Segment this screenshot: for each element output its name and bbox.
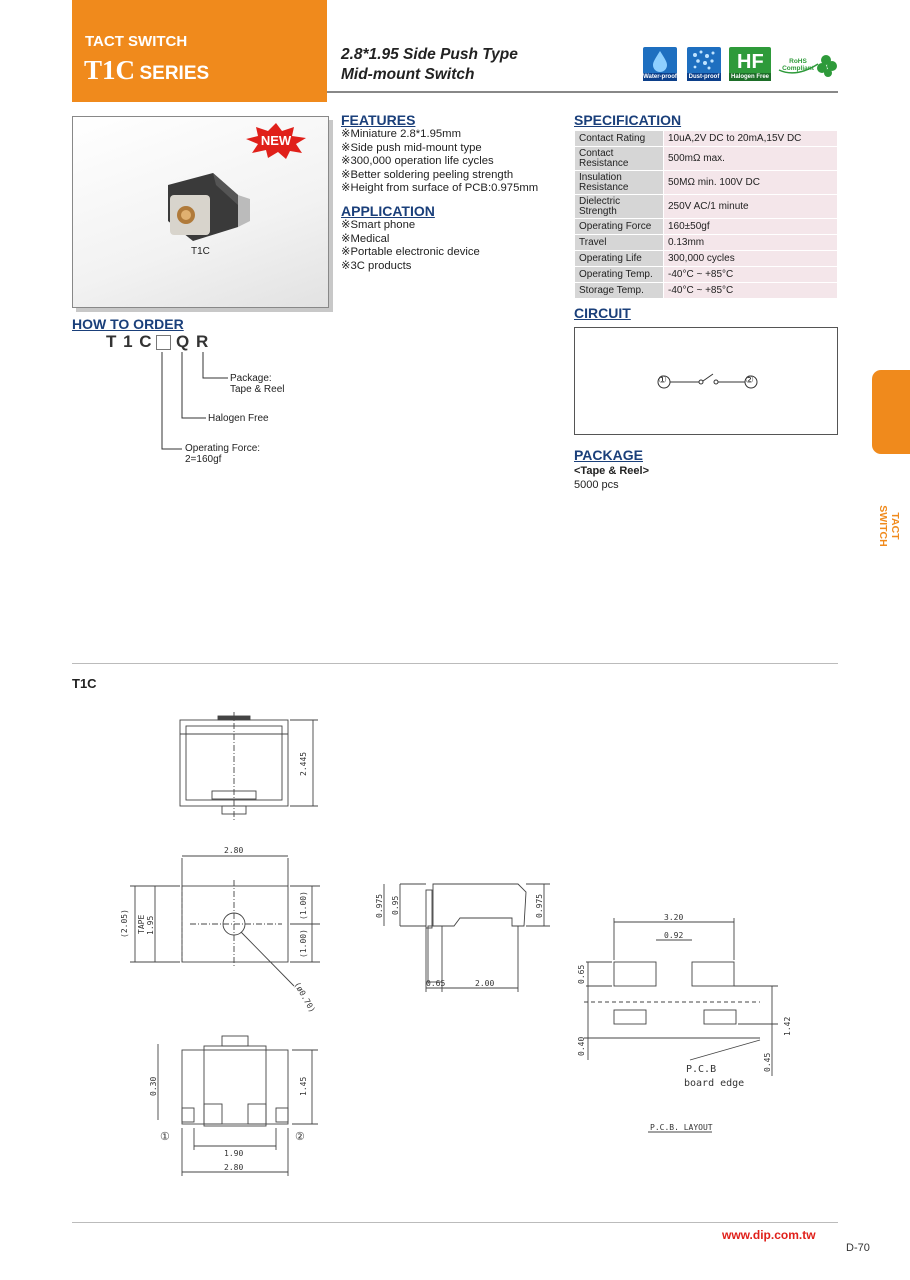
table-row xyxy=(575,171,838,195)
order-code-prefix: T 1 C xyxy=(106,332,153,351)
dim-top-height: 2.445 xyxy=(299,751,308,776)
order-force-value: 2=160gf xyxy=(185,454,222,465)
pcb-layout-label: P.C.B. LAYOUT xyxy=(650,1123,713,1132)
spec-value: 160±50gf xyxy=(664,219,838,235)
spec-value: -40°C ~ +85°C xyxy=(664,283,838,299)
page-number: D-70 xyxy=(846,1242,870,1254)
dim-pcb-045: 0.45 xyxy=(763,1052,772,1072)
features-title: FEATURES xyxy=(341,112,416,128)
water-proof-label: Water-proof xyxy=(643,74,677,80)
spec-value: 300,000 cycles xyxy=(664,251,838,267)
dust-proof-label: Dust-proof xyxy=(688,74,720,80)
dim-side-065: 0.65 xyxy=(426,979,446,988)
dim-width: 2.80 xyxy=(224,846,244,855)
hf-icon xyxy=(729,47,771,81)
subtitle-line2: Mid-mount Switch xyxy=(341,66,475,83)
bottom-pin2: ② xyxy=(295,1130,305,1143)
dim-side-095: 0.95 xyxy=(391,895,400,915)
order-package-value: Tape & Reel xyxy=(230,384,285,395)
dust-icon xyxy=(687,47,721,81)
dim-diam: (ø0.70) xyxy=(292,980,317,1015)
photo-caption: T1C xyxy=(191,246,210,257)
drawing-title: T1C xyxy=(72,676,97,691)
switch-photo xyxy=(158,165,258,245)
spec-key: Operating Life xyxy=(575,251,664,267)
list-item: ※300,000 operation life cycles xyxy=(341,155,494,168)
spec-key: Travel xyxy=(575,235,664,251)
dim-pcb-142: 1.42 xyxy=(783,1016,792,1036)
spec-key: Storage Temp. xyxy=(575,283,664,299)
spec-key: Operating Force xyxy=(575,219,664,235)
package-title: PACKAGE xyxy=(574,447,643,463)
dim-bot-030: 0.30 xyxy=(149,1076,158,1096)
dim-tape: TAPE xyxy=(137,914,146,934)
table-row xyxy=(575,251,838,267)
switch-symbol-icon xyxy=(575,328,837,434)
side-tab-label: TACT SWITCH xyxy=(877,505,901,547)
order-code-blank xyxy=(156,335,171,350)
specification-title: SPECIFICATION xyxy=(574,112,682,128)
spec-key: Contact Rating xyxy=(575,131,664,147)
header-rule xyxy=(327,91,838,93)
technical-drawing xyxy=(0,690,910,1172)
circuit-pin1: ① xyxy=(658,375,667,386)
table-row xyxy=(575,195,838,219)
dim-side-200: 2.00 xyxy=(475,979,495,988)
pcb-edge-line2: board edge xyxy=(684,1078,745,1089)
dim-195: 1.95 xyxy=(146,915,155,935)
spec-value: 50MΩ min. 100V DC xyxy=(664,171,838,195)
dim-pcb-320: 3.20 xyxy=(664,913,684,922)
order-package xyxy=(230,373,284,395)
list-item: ※Side push mid-mount type xyxy=(341,141,482,154)
list-item: ※Smart phone xyxy=(341,219,416,231)
table-row xyxy=(575,147,838,171)
list-item: ※Miniature 2.8*1.95mm xyxy=(341,128,461,140)
application-list xyxy=(341,219,480,273)
section-rule xyxy=(72,663,838,664)
order-code-suffix: Q R xyxy=(176,332,210,351)
dim-side-0975b: 0.975 xyxy=(535,893,544,918)
series-title xyxy=(84,55,209,86)
table-row xyxy=(575,235,838,251)
spec-key: Insulation Resistance xyxy=(575,171,664,195)
application-title: APPLICATION xyxy=(341,203,435,219)
order-halogen: Halogen Free xyxy=(208,413,269,424)
side-tab xyxy=(872,370,910,454)
water-drop-icon xyxy=(643,47,677,81)
bottom-pin1: ① xyxy=(160,1130,170,1143)
dim-pcb-040: 0.40 xyxy=(577,1036,586,1056)
features-list xyxy=(341,128,538,196)
table-row xyxy=(575,283,838,299)
dim-pcb-065: 0.65 xyxy=(577,964,586,984)
list-item: ※Better soldering peeling strength xyxy=(341,168,514,181)
spec-value: -40°C ~ +85°C xyxy=(664,267,838,283)
spec-key: Contact Resistance xyxy=(575,147,664,171)
order-package-label: Package: xyxy=(230,373,272,384)
dim-205: (2.05) xyxy=(120,909,129,938)
list-item: ※Portable electronic device xyxy=(341,246,480,259)
dim-pcb-092: 0.92 xyxy=(664,931,684,940)
series-word: SERIES xyxy=(139,63,210,84)
order-force-label: Operating Force: xyxy=(185,443,261,454)
dim-bot-280: 2.80 xyxy=(224,1163,244,1172)
spec-value: 500mΩ max. xyxy=(664,147,838,171)
list-item: ※3C products xyxy=(341,259,412,272)
spec-key: Dielectric Strength xyxy=(575,195,664,219)
clover-icon xyxy=(776,48,838,82)
dim-100b: (1.00) xyxy=(299,929,308,958)
table-row xyxy=(575,131,838,147)
spec-key: Operating Temp. xyxy=(575,267,664,283)
spec-value: 250V AC/1 minute xyxy=(664,195,838,219)
circuit-box xyxy=(574,327,838,435)
svg-text:HF: HF xyxy=(737,51,764,73)
package-type: <Tape & Reel> xyxy=(574,465,649,477)
pcb-edge-line1: P.C.B xyxy=(686,1064,717,1075)
dim-100a: (1.00) xyxy=(299,891,308,920)
new-badge: NEW xyxy=(260,133,292,148)
order-force xyxy=(185,443,260,465)
rohs-label: RoHS Compliant xyxy=(782,58,814,72)
halogen-free-label: Halogen Free xyxy=(730,74,769,80)
list-item: ※Height from surface of PCB:0.975mm xyxy=(341,182,539,195)
dim-bot-190: 1.90 xyxy=(224,1149,244,1158)
footer-rule xyxy=(72,1222,838,1223)
table-row xyxy=(575,219,838,235)
spec-value: 0.13mm xyxy=(664,235,838,251)
spec-table xyxy=(574,130,838,299)
how-to-order-title: HOW TO ORDER xyxy=(72,316,184,332)
table-row xyxy=(575,267,838,283)
circuit-pin2: ② xyxy=(745,375,754,386)
dim-side-0975a: 0.975 xyxy=(375,893,384,918)
subtitle-line1: 2.8*1.95 Side Push Type xyxy=(341,46,518,63)
footer-url[interactable]: www.dip.com.tw xyxy=(722,1228,816,1242)
product-photo xyxy=(72,116,329,308)
category-label: TACT SWITCH xyxy=(85,33,188,50)
header-banner xyxy=(72,0,327,102)
dim-bot-145: 1.45 xyxy=(299,1076,308,1096)
series-code: T1C xyxy=(84,55,136,85)
package-qty: 5000 pcs xyxy=(574,479,619,491)
list-item: ※Medical xyxy=(341,232,390,245)
circuit-title: CIRCUIT xyxy=(574,305,631,321)
spec-value: 10uA,2V DC to 20mA,15V DC xyxy=(664,131,838,147)
